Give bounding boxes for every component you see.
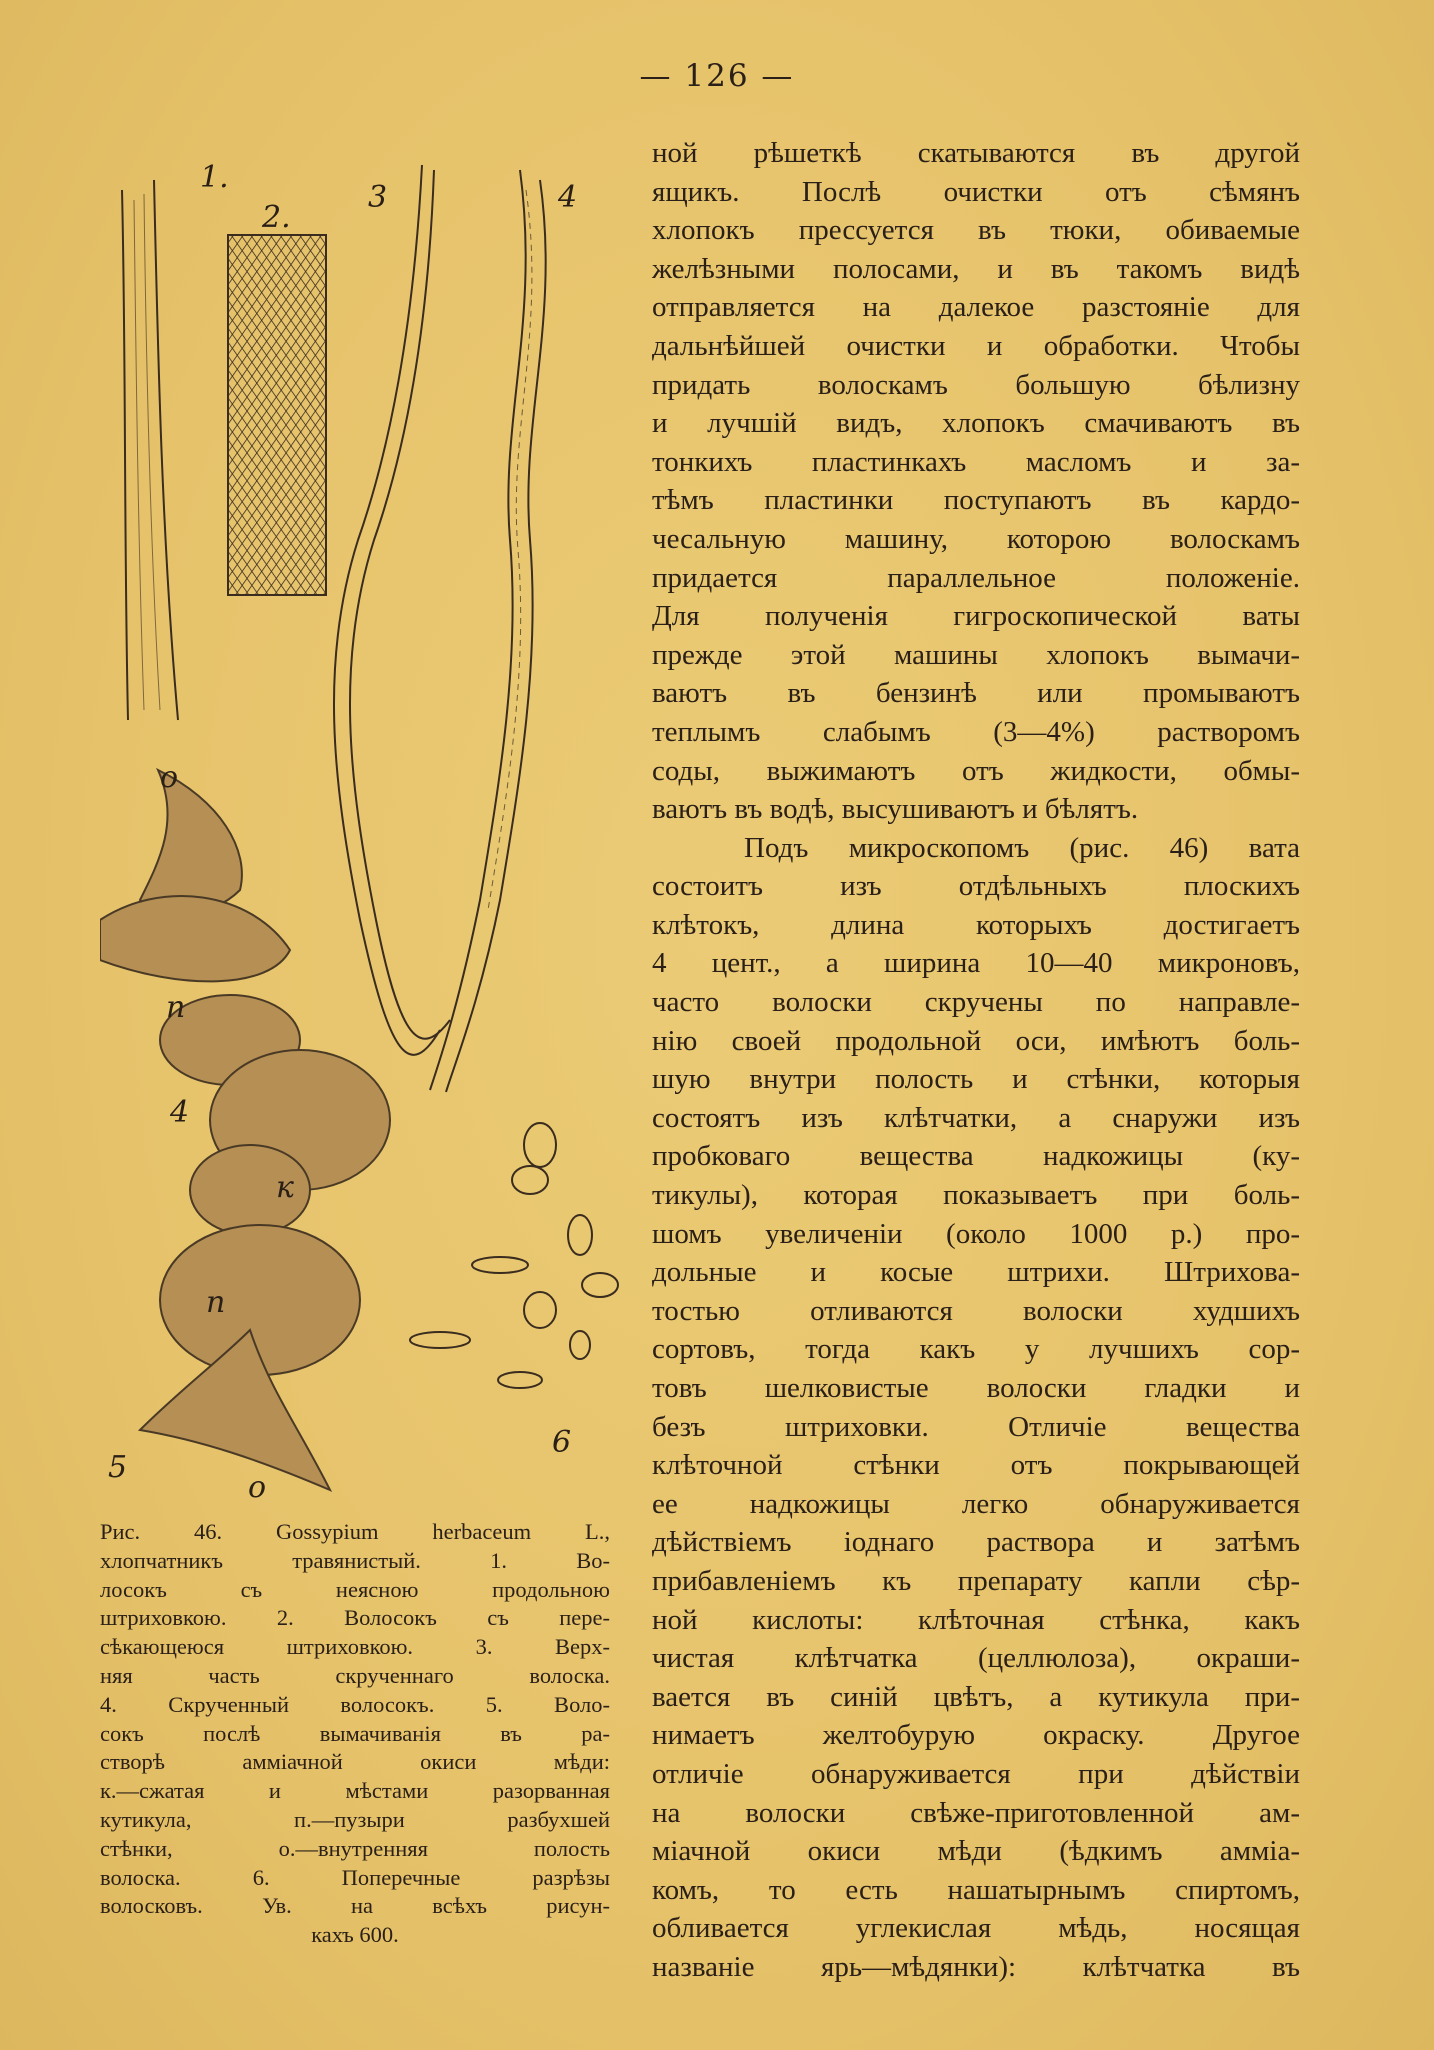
caption-line: к.—сжатая и мѣстами разорванная	[100, 1778, 610, 1804]
fiber-4	[430, 170, 546, 1092]
body-line: дальнѣйшей очистки и обработки. Чтобы	[652, 329, 1300, 362]
caption-line: сѣкающеюся штриховкою. 3. Верх-	[100, 1634, 610, 1660]
body-line: шомъ увеличеніи (около 1000 р.) про-	[652, 1217, 1300, 1250]
body-line: тикулы), которая показываетъ при боль-	[652, 1179, 1300, 1212]
fiber-2	[228, 235, 326, 595]
caption-line: лосокъ съ неясною продольною	[100, 1576, 610, 1602]
body-line: тонкихъ пластинкахъ масломъ и за-	[652, 445, 1300, 478]
body-line: придается параллельное положеніе.	[652, 561, 1300, 594]
figure-label-3: 3	[368, 180, 388, 215]
body-line: сортовъ, тогда какъ у лучшихъ сор-	[652, 1333, 1300, 1366]
figure-label-4-top: 4	[558, 180, 578, 215]
body-line: желѣзными полосами, и въ такомъ видѣ	[652, 252, 1300, 285]
fiber-cross-sections-6	[410, 1123, 618, 1388]
body-line: міачной окиси мѣди (ѣдкимъ амміа-	[652, 1835, 1300, 1868]
body-line: товъ шелковистые волоски гладки и	[652, 1372, 1300, 1404]
figure-46-illustration	[100, 160, 630, 1520]
body-line: ящикъ. Послѣ очистки отъ сѣмянъ	[652, 175, 1300, 208]
fiber-3	[334, 165, 450, 1055]
body-line: хлопокъ прессуется въ тюки, обиваемые	[652, 214, 1300, 247]
body-line: нію своей продольной оси, имѣютъ боль-	[652, 1024, 1300, 1057]
body-line: клѣтокъ, длина которыхъ достигаетъ	[652, 908, 1300, 941]
figure-label-n-lower: п	[206, 1285, 226, 1320]
body-line: названіе ярь—мѣдянки): клѣтчатка въ	[652, 1950, 1300, 1983]
body-line: соды, выжимаютъ отъ жидкости, обмы-	[652, 754, 1300, 787]
body-line: состоитъ изъ отдѣльныхъ плоскихъ	[652, 870, 1300, 903]
caption-line: стѣнки, о.—внутренняя полость	[100, 1835, 610, 1861]
caption-line: 4. Скрученный волосокъ. 5. Воло-	[100, 1691, 610, 1717]
body-line: ее надкожицы легко обнаруживается	[652, 1487, 1300, 1520]
body-line: чистая клѣтчатка (целлюлоза), окраши-	[652, 1642, 1300, 1675]
body-line: клѣточной стѣнки отъ покрывающей	[652, 1449, 1300, 1482]
body-line: ваютъ въ водѣ, высушиваютъ и бѣлятъ.	[652, 793, 1139, 826]
body-line: чесальную машину, которою волоскамъ	[652, 522, 1300, 555]
figure-caption	[100, 1518, 610, 1950]
caption-line: волоска. 6. Поперечные разрѣзы	[100, 1864, 610, 1890]
figure-label-6: 6	[552, 1425, 572, 1460]
body-line: пробковаго вещества надкожицы (ку-	[652, 1140, 1300, 1173]
caption-line: штриховкою. 2. Волосокъ съ пере-	[100, 1605, 610, 1631]
figure-label-o-lower: о	[248, 1470, 267, 1505]
caption-line: Рис. 46. Gossypium herbaceum L.,	[100, 1519, 610, 1544]
body-line: ной рѣшеткѣ скатываются въ другой	[652, 137, 1300, 169]
page-number: — 126 —	[639, 58, 795, 94]
body-line: часто волоски скручены по направле-	[652, 986, 1300, 1019]
caption-line: волосковъ. Ув. на всѣхъ рисун-	[100, 1893, 610, 1919]
caption-line: кахъ 600.	[311, 1922, 399, 1948]
figure-label-o-upper: о	[160, 760, 179, 795]
body-line: ваютъ въ бензинѣ или промываютъ	[652, 677, 1300, 710]
body-line: прибавленіемъ къ препарату капли сѣр-	[652, 1564, 1300, 1597]
caption-line: створѣ амміачной окиси мѣди:	[100, 1749, 610, 1775]
caption-line: сокъ послѣ вымачиванія въ ра-	[100, 1720, 610, 1746]
body-line: дѣйствіемъ іоднаго раствора и затѣмъ	[652, 1526, 1300, 1559]
body-line: тостью отливаются волоски худшихъ	[652, 1294, 1300, 1327]
body-line: Для полученія гигроскопической ваты	[652, 600, 1300, 633]
cotton-fibers-drawing	[100, 160, 630, 1520]
figure-label-k: к	[276, 1170, 294, 1205]
caption-line: кутикула, п.—пузыри разбухшей	[100, 1806, 610, 1832]
body-line: Подъ микроскопомъ (рис. 46) вата	[744, 831, 1300, 864]
figure-label-n-upper: п	[166, 990, 186, 1025]
body-line: прежде этой машины хлопокъ вымачи-	[652, 638, 1300, 671]
body-line: обливается углекислая мѣдь, носящая	[652, 1912, 1300, 1945]
body-line: и лучшій видъ, хлопокъ смачиваютъ въ	[652, 407, 1300, 440]
body-line: комъ, то есть нашатырнымъ спиртомъ,	[652, 1873, 1300, 1906]
body-line: шую внутри полость и стѣнки, которыя	[652, 1063, 1300, 1096]
body-line: дольные и косые штрихи. Штрихова-	[652, 1256, 1300, 1289]
body-line: на волоски свѣже-приготовленной ам-	[652, 1796, 1300, 1829]
body-line: безъ штриховки. Отличіе вещества	[652, 1410, 1300, 1443]
figure-label-5: 5	[108, 1450, 128, 1485]
body-text-column	[652, 134, 1300, 1987]
body-line: нимаетъ желтобурую окраску. Другое	[652, 1719, 1300, 1752]
body-line: отправляется на далекое разстояніе для	[652, 291, 1300, 324]
caption-line: няя часть скрученнаго волоска.	[100, 1662, 610, 1688]
fiber-5-swollen	[100, 770, 390, 1490]
caption-line: хлопчатникъ травянистый. 1. Во-	[100, 1547, 610, 1573]
body-line: теплымъ слабымъ (3—4%) растворомъ	[652, 715, 1300, 748]
body-line: ной кислоты: клѣточная стѣнка, какъ	[652, 1603, 1300, 1636]
body-line: отличіе обнаруживается при дѣйствіи	[652, 1757, 1300, 1790]
figure-label-1: 1.	[200, 160, 229, 195]
body-line: тѣмъ пластинки поступаютъ въ кардо-	[652, 484, 1300, 517]
body-line: состоятъ изъ клѣтчатки, а снаружи изъ	[652, 1101, 1300, 1134]
body-line: придать волоскамъ большую бѣлизну	[652, 368, 1300, 401]
body-line: 4 цент., а ширина 10—40 микроновъ,	[652, 947, 1300, 980]
fiber-1	[122, 180, 178, 720]
body-line: вается въ синій цвѣтъ, а кутикула при-	[652, 1680, 1300, 1713]
figure-label-2: 2.	[262, 200, 291, 235]
figure-label-4-side: 4	[170, 1095, 190, 1130]
